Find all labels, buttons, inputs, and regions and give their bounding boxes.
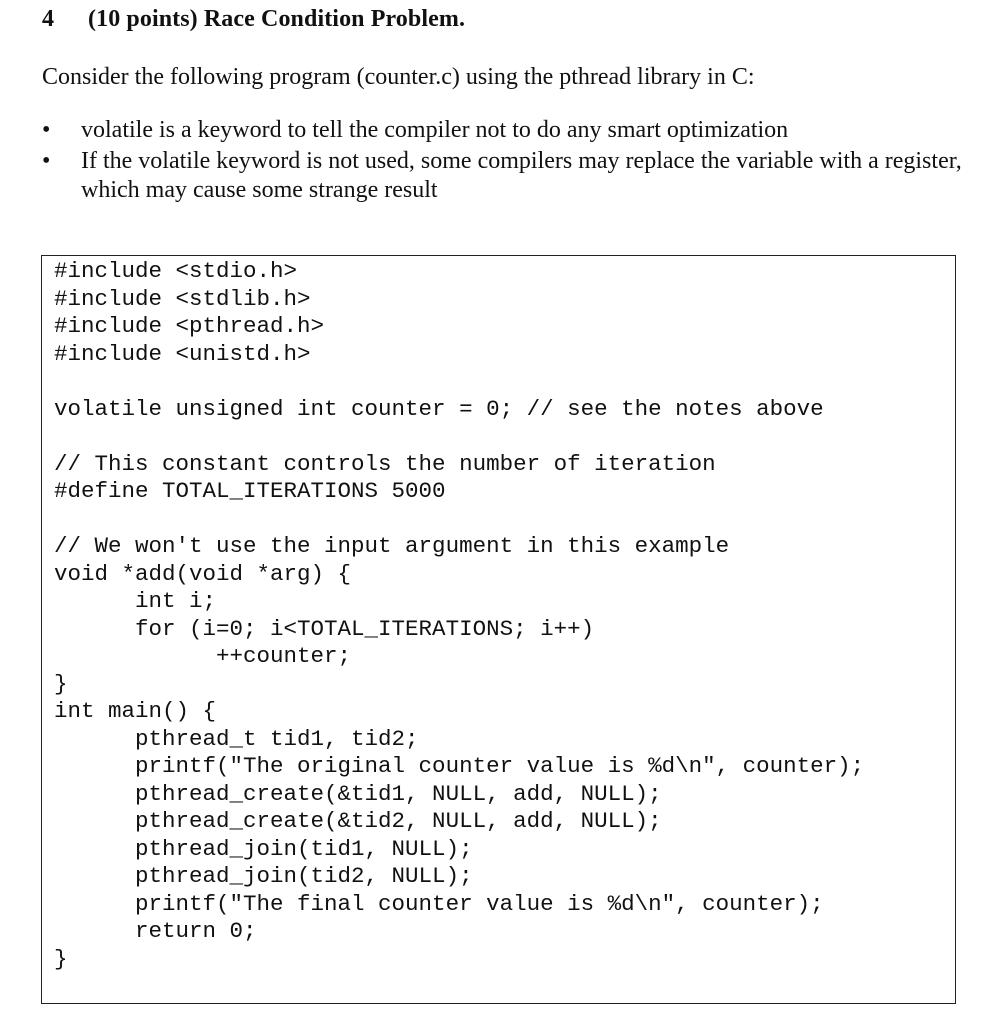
question-heading: [42, 6, 465, 33]
code-line: pthread_t tid1, tid2;: [54, 725, 419, 752]
code-line: [54, 506, 864, 534]
question-number: 4: [42, 6, 55, 32]
code-line: pthread_join(tid2, NULL);: [54, 863, 473, 889]
code-line: }: [54, 670, 68, 697]
code-listing-box: [41, 255, 956, 1004]
intro-paragraph: Consider the following program (counter.c) using the pthread library in C:: [42, 64, 755, 90]
code-line: }: [54, 945, 68, 972]
code-line: #include <stdlib.h>: [54, 285, 311, 312]
code-line: #include <stdio.h>: [54, 258, 298, 284]
code-line: printf("The original counter value is %d\n", counter);: [54, 753, 865, 779]
code-line: return 0;: [54, 918, 257, 944]
code-line: volatile unsigned int counter = 0; // see the notes above: [54, 395, 824, 422]
bullet-icon: •: [42, 148, 51, 174]
code-line: printf("The final counter value is %d\n", counter);: [54, 890, 824, 917]
code-line: pthread_create(&tid2, NULL, add, NULL);: [54, 808, 662, 834]
list-item: [42, 147, 972, 205]
code-line: // We won't use the input argument in this example: [54, 533, 730, 559]
note-text: volatile is a keyword to tell the compiler not to do any smart optimization: [81, 117, 789, 143]
notes-list: [42, 116, 972, 207]
code-line: #include <pthread.h>: [54, 313, 325, 339]
code-line: [54, 368, 864, 396]
code-line: [54, 423, 864, 451]
code-line: int i;: [54, 588, 217, 614]
code-line: ++counter;: [54, 643, 352, 669]
code-line: // This constant controls the number of iteration: [54, 450, 716, 477]
code-line: for (i=0; i<TOTAL_ITERATIONS; i++): [54, 615, 595, 642]
code-line: pthread_join(tid1, NULL);: [54, 835, 473, 862]
code-line: int main() {: [54, 698, 217, 724]
code-line: pthread_create(&tid1, NULL, add, NULL);: [54, 780, 662, 807]
question-title: (10 points) Race Condition Problem.: [88, 6, 466, 32]
bullet-icon: •: [42, 117, 51, 143]
code-line: #include <unistd.h>: [54, 340, 311, 367]
code-line: void *add(void *arg) {: [54, 560, 352, 587]
code-listing: [54, 258, 864, 973]
list-item: [42, 116, 972, 145]
note-text: If the volatile keyword is not used, some compilers may replace the variable with a register, which may cause some strange result: [81, 148, 962, 203]
code-line: #define TOTAL_ITERATIONS 5000: [54, 478, 446, 504]
